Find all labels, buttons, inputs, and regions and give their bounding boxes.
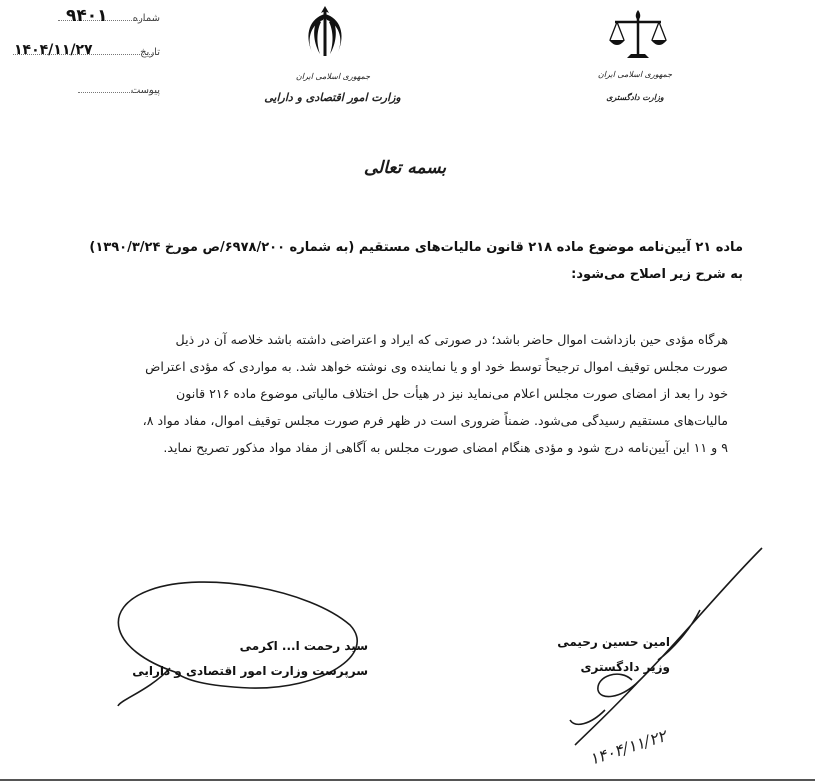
- economy-ministry-line1: جمهوری اسلامی ایران: [295, 72, 371, 81]
- letter-date-label: تاریخ: [140, 47, 160, 58]
- letter-number-value: ۹۴۰۱: [66, 6, 108, 26]
- heading-line-2: به شرح زیر اصلاح می‌شود:: [571, 267, 743, 282]
- signature-justice: [530, 630, 670, 680]
- body-line-5: ۹ و ۱۱ این آیین‌نامه درج شود و مؤدی هنگام امضای صورت مجلس به آگاهی از مفاد مواد مذکور تصریح نماید.: [163, 440, 728, 455]
- economy-ministry-line2: وزارت امور اقتصادی و دارایی: [264, 91, 401, 104]
- justice-ministry-line1: جمهوری اسلامی ایران: [597, 70, 673, 79]
- body-line-2: صورت مجلس توقیف اموال ترجیحاً توسط خود او و یا نماینده وی نوشته خواهد شد. به مواردی که مؤدی اعتراض: [145, 359, 728, 374]
- letter-attachment-label: پیوست: [130, 85, 160, 96]
- body-line-3: خود را بعد از امضای صورت مجلس اعلام می‌نماید نیز در هیأت حل اختلاف مالیاتی موضوع ماده ۲۱۶ قانون: [175, 386, 728, 401]
- signatory-justice-name: امین حسین رحیمی: [557, 635, 670, 649]
- letter-number-label: شماره: [132, 13, 160, 24]
- bismillah: بسمه تعالی: [363, 158, 447, 178]
- decree-body: [58, 326, 728, 461]
- letter-date-value: ۱۴۰۴/۱۱/۲۷: [14, 42, 93, 58]
- signatory-justice-title: وزیر دادگستری: [580, 660, 670, 674]
- signatory-economy-name: سید رحمت ا... اکرمی: [239, 639, 368, 653]
- page-bottom-edge: [0, 779, 815, 781]
- justice-ministry-line2: وزارت دادگستری: [606, 92, 664, 102]
- iran-emblem-icon: [290, 4, 360, 64]
- letter-attachment-row: [8, 80, 208, 102]
- body-line-4: مالیات‌های مستقیم رسیدگی می‌شود. ضمناً ضروری است در ظهر فرم صورت مجلس توقیف اموال، مفاد مواد ۸،: [142, 413, 728, 428]
- decree-heading: [60, 234, 743, 288]
- letter-number-row: [8, 8, 208, 30]
- heading-line-1: ماده ۲۱ آیین‌نامه موضوع ماده ۲۱۸ قانون مالیات‌های مستقیم (به شماره ۶۹۷۸/۲۰۰/ص مورخ ۱۳۹۰/۳/۲۴): [89, 240, 743, 255]
- letter-date-row: [8, 42, 208, 64]
- handwritten-date: ۱۴۰۴/۱۱/۲۲: [587, 726, 669, 769]
- signature-economy: [108, 634, 368, 684]
- body-line-1: هرگاه مؤدی حین بازداشت اموال حاضر باشد؛ در صورتی که ایراد و اعتراضی داشته باشد خلاصه آن در ذیل: [175, 332, 728, 347]
- signatory-economy-title: سرپرست وزارت امور اقتصادی و دارایی: [132, 664, 368, 678]
- scales-of-justice-icon: [607, 8, 669, 66]
